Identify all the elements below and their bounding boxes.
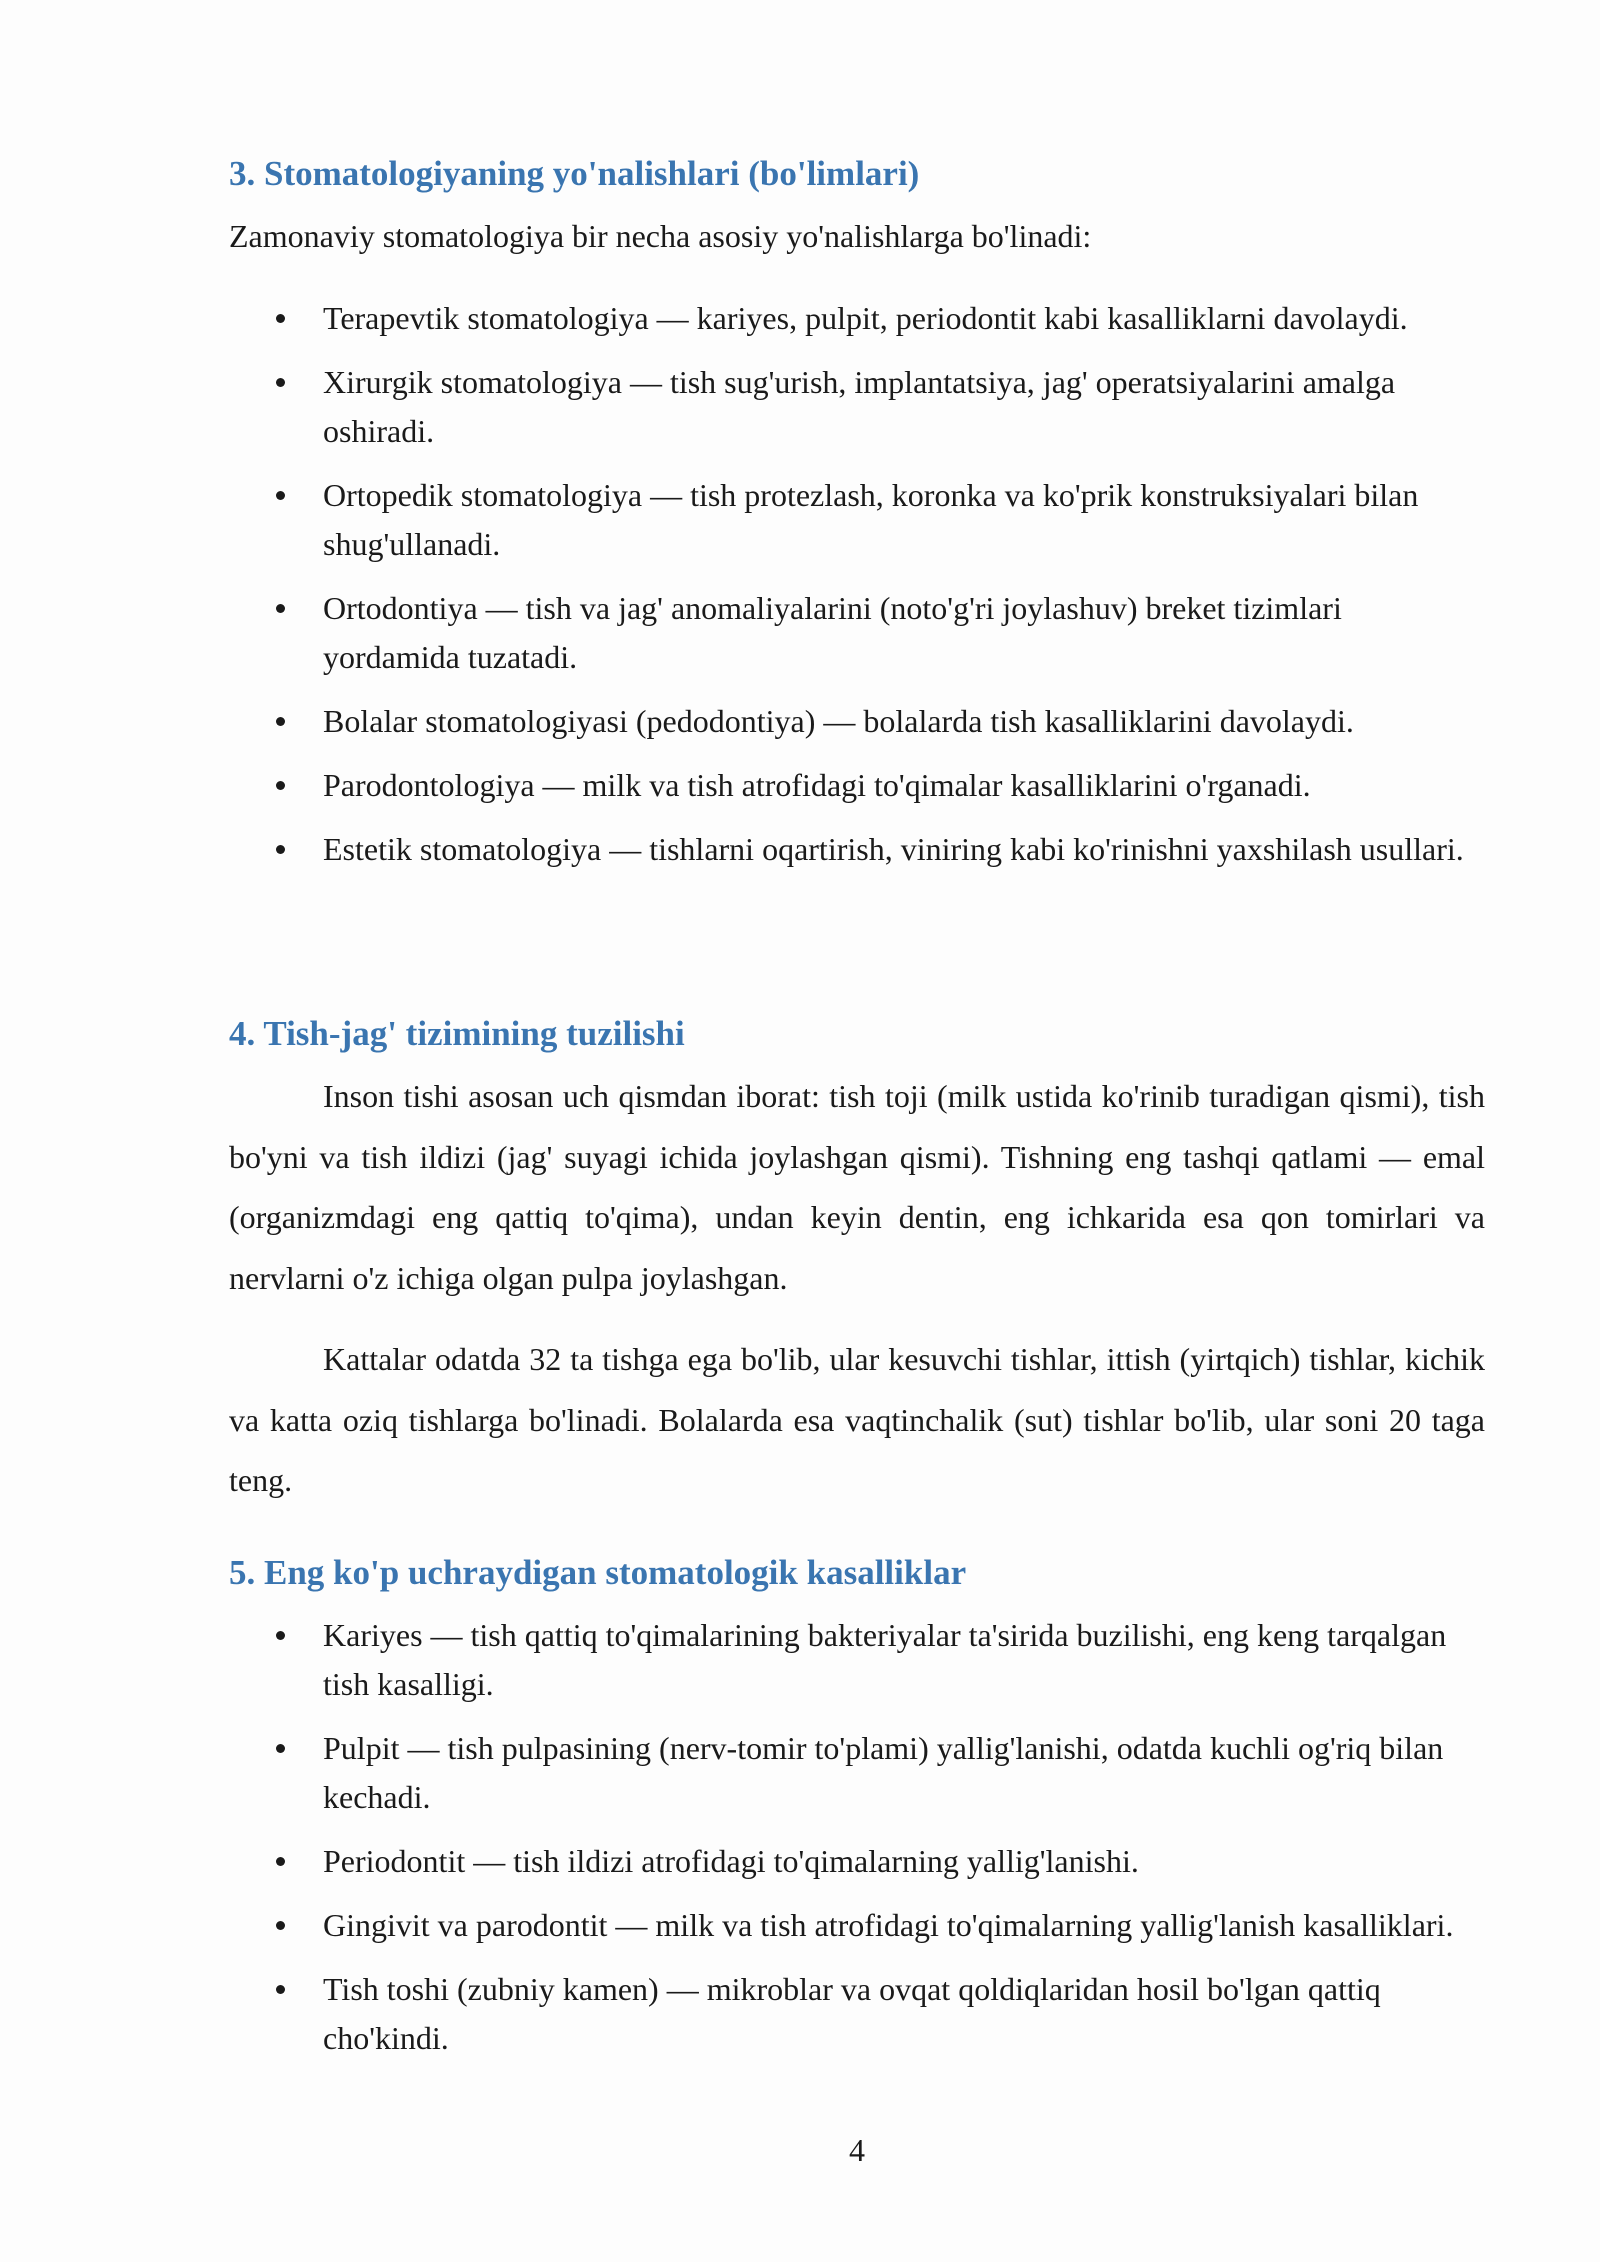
section-5-list bbox=[229, 1611, 1485, 2078]
bullet-icon bbox=[276, 717, 285, 726]
section-3-intro: Zamonaviy stomatologiya bir necha asosiy yo'nalishlarga bo'linadi: bbox=[229, 218, 1092, 254]
list-item bbox=[229, 825, 1485, 874]
list-item-text: Pulpit — tish pulpasining (nerv-tomir to'plami) yallig'lanishi, odatda kuchli og'riq bilan kechadi. bbox=[323, 1730, 1444, 1815]
bullet-icon bbox=[276, 491, 285, 500]
list-item bbox=[229, 1724, 1485, 1822]
list-item-text: Gingivit va parodontit — milk va tish atrofidagi to'qimalarning yallig'lanish kasalliklari. bbox=[323, 1907, 1454, 1943]
list-item-text: Estetik stomatologiya — tishlarni oqartirish, viniring kabi ko'rinishni yaxshilash usullari. bbox=[323, 831, 1464, 867]
list-item-text: Kariyes — tish qattiq to'qimalarining bakteriyalar ta'sirida buzilishi, eng keng tarqalgan tish kasalligi. bbox=[323, 1617, 1447, 1702]
bullet-icon bbox=[276, 378, 285, 387]
list-item bbox=[229, 294, 1485, 343]
list-item-text: Ortopedik stomatologiya — tish protezlash, koronka va ko'prik konstruksiyalari bilan shug'ullanadi. bbox=[323, 477, 1419, 562]
list-item bbox=[229, 1611, 1485, 1709]
list-item-text: Parodontologiya — milk va tish atrofidagi to'qimalar kasalliklarini o'rganadi. bbox=[323, 767, 1311, 803]
list-item-text: Xirurgik stomatologiya — tish sug'urish, implantatsiya, jag' operatsiyalarini amalga oshiradi. bbox=[323, 364, 1396, 449]
bullet-icon bbox=[276, 314, 285, 323]
list-item-text: Tish toshi (zubniy kamen) — mikroblar va ovqat qoldiqlaridan hosil bo'lgan qattiq cho'kindi. bbox=[323, 1971, 1381, 2056]
list-item bbox=[229, 1901, 1485, 1950]
page-number: 4 bbox=[849, 2132, 865, 2168]
bullet-icon bbox=[276, 1921, 285, 1930]
bullet-icon bbox=[276, 1985, 285, 1994]
bullet-icon bbox=[276, 1631, 285, 1640]
section-3-list bbox=[229, 294, 1485, 889]
list-item-text: Periodontit — tish ildizi atrofidagi to'qimalarning yallig'lanishi. bbox=[323, 1843, 1139, 1879]
bullet-icon bbox=[276, 1744, 285, 1753]
list-item bbox=[229, 471, 1485, 569]
list-item-text: Bolalar stomatologiyasi (pedodontiya) — bolalarda tish kasalliklarini davolaydi. bbox=[323, 703, 1354, 739]
list-item bbox=[229, 584, 1485, 682]
list-item bbox=[229, 761, 1485, 810]
list-item bbox=[229, 697, 1485, 746]
section-5-heading: 5. Eng ko'p uchraydigan stomatologik kasalliklar bbox=[229, 1553, 967, 1592]
section-3-heading: 3. Stomatologiyaning yo'nalishlari (bo'limlari) bbox=[229, 154, 920, 193]
list-item-text: Terapevtik stomatologiya — kariyes, pulpit, periodontit kabi kasalliklarni davolaydi. bbox=[323, 300, 1408, 336]
section-4-paragraph-2: Kattalar odatda 32 ta tishga ega bo'lib, ular kesuvchi tishlar, ittish (yirtqich) tishlar, kichik va katta oziq tishlarga bo'linadi. Bolalarda esa vaqtinchalik (sut) tishlar bo'lib, ular soni 20 taga teng. bbox=[229, 1341, 1485, 1498]
list-item-text: Ortodontiya — tish va jag' anomaliyalarini (noto'g'ri joylashuv) breket tizimlari yordamida tuzatadi. bbox=[323, 590, 1342, 675]
bullet-icon bbox=[276, 845, 285, 854]
bullet-icon bbox=[276, 781, 285, 790]
list-item bbox=[229, 1965, 1485, 2063]
section-4-heading: 4. Tish-jag' tizimining tuzilishi bbox=[229, 1014, 685, 1053]
bullet-icon bbox=[276, 604, 285, 613]
bullet-icon bbox=[276, 1857, 285, 1866]
list-item bbox=[229, 358, 1485, 456]
document-page bbox=[229, 0, 1485, 2262]
list-item bbox=[229, 1837, 1485, 1886]
section-4-paragraph-1: Inson tishi asosan uch qismdan iborat: tish toji (milk ustida ko'rinib turadigan qismi), tish bo'yni va tish ildizi (jag' suyagi ichida joylashgan qismi). Tishning eng tashqi qatlami — emal (organizmdagi eng qattiq to'qima), undan keyin dentin, eng ichkarida esa qon tomirlari va nervlarni o'z ichiga olgan pulpa joylashgan. bbox=[229, 1078, 1485, 1296]
